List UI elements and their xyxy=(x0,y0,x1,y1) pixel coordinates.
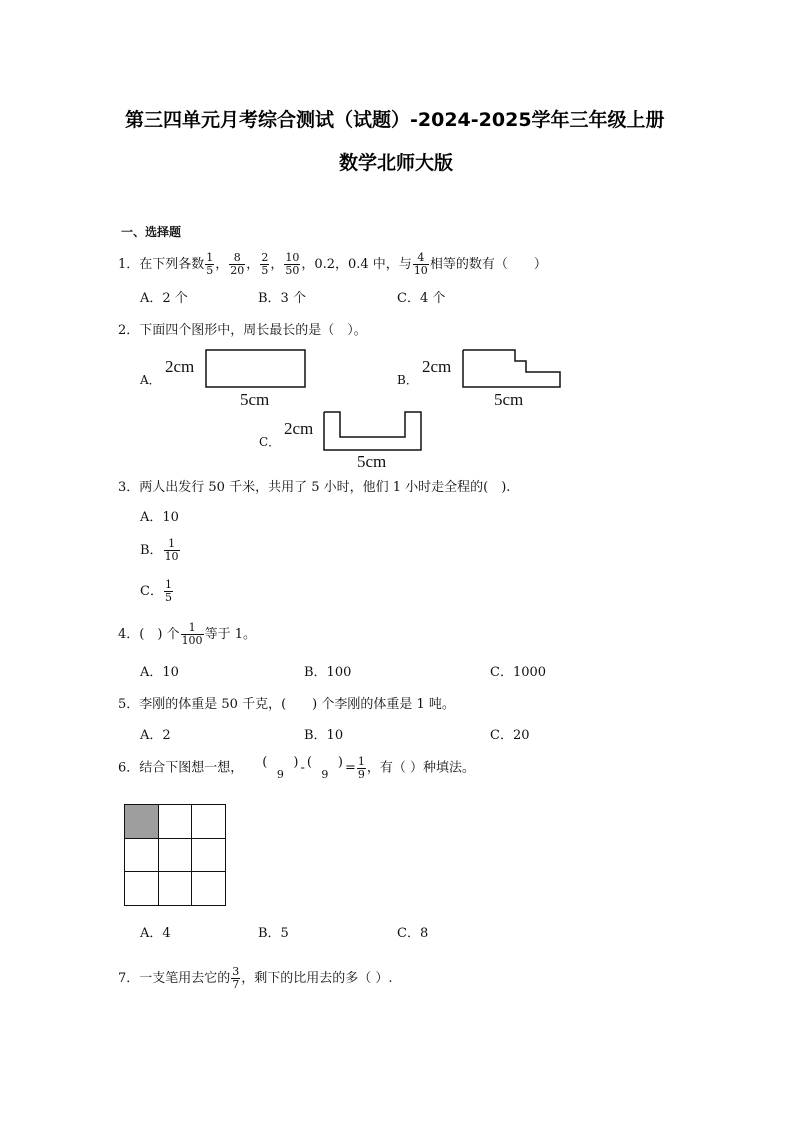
q4-option-c[interactable]: C．1000 xyxy=(490,665,547,680)
q2-fig-a-height-label: 2cm xyxy=(165,357,195,376)
grid-cell xyxy=(191,871,226,906)
q1-option-b[interactable]: B．3 个 xyxy=(258,291,306,306)
q1-sep: ， xyxy=(215,257,229,272)
q7-fraction: $\frac{3}{7}$ xyxy=(232,965,240,991)
q7-suffix: ，剩下的比用去的多（ ）. xyxy=(241,971,393,986)
q6-minus: - xyxy=(300,760,305,776)
q5-option-b[interactable]: B．10 xyxy=(304,728,344,743)
q3-option-b-fraction: $\frac{1}{10}$ xyxy=(164,537,179,563)
section-heading: 一、选择题 xyxy=(121,225,182,239)
q1-option-a[interactable]: A．2 个 xyxy=(140,291,188,306)
q1-decimals: ，0.2，0.4 中，与 xyxy=(301,257,412,272)
q6-result-fraction: $\frac{1}{9}$ xyxy=(357,755,365,781)
question-2: 2．下面四个图形中，周长最长的是（ ）。 xyxy=(118,323,367,338)
q1-sep: ， xyxy=(270,257,284,272)
q3-option-c[interactable] xyxy=(140,579,174,604)
q7-prefix: 7．一支笔用去它的 xyxy=(118,971,231,986)
q1-fraction-4: $\frac{10}{50}$ xyxy=(285,251,300,277)
question-5: 5．李刚的体重是 50 千克，( ) 个李刚的体重是 1 吨。 xyxy=(118,697,455,712)
q2-option-c-letter[interactable]: C． xyxy=(259,435,281,449)
q6-equals: = xyxy=(345,760,356,776)
q4-option-b[interactable]: B．100 xyxy=(304,665,352,680)
q4-option-a[interactable]: A．10 xyxy=(140,665,179,680)
q2-fig-c-height-label: 2cm xyxy=(284,419,314,438)
question-6 xyxy=(118,756,475,781)
question-4 xyxy=(118,622,256,647)
q6-suffix: ，有（ ）种填法。 xyxy=(366,760,476,776)
grid-cell xyxy=(191,804,226,839)
q5-option-a[interactable]: A．2 xyxy=(140,728,171,743)
q2-fig-b-width-label: 5cm xyxy=(494,390,524,409)
q1-target-fraction: $\frac{4}{10}$ xyxy=(413,251,428,277)
q2-fig-c-u-outline xyxy=(324,412,421,450)
q1-fraction-2: $\frac{8}{20}$ xyxy=(230,251,245,277)
q3-option-c-fraction: $\frac{1}{5}$ xyxy=(164,578,172,604)
q3-option-a[interactable]: A．10 xyxy=(140,510,179,525)
q4-fraction: $\frac{1}{100}$ xyxy=(181,621,203,647)
q5-option-c[interactable]: C．20 xyxy=(490,728,530,743)
grid-cell xyxy=(158,804,193,839)
grid-cell-shaded xyxy=(124,804,159,839)
q3-option-c-letter: C． xyxy=(140,584,163,599)
q3-option-b[interactable] xyxy=(140,538,181,563)
q2-option-b-letter[interactable]: B． xyxy=(397,373,418,387)
grid-cell xyxy=(158,871,193,906)
q6-blank-fraction-2: ( ) 9 xyxy=(306,754,343,781)
q2-option-a-letter[interactable]: A． xyxy=(140,373,161,387)
q6-option-b[interactable]: B．5 xyxy=(258,926,289,941)
q1-fraction-3: $\frac{2}{5}$ xyxy=(261,251,269,277)
q4-suffix: 等于 1。 xyxy=(204,627,256,642)
q6-prefix: 6．结合下图想一想， xyxy=(118,760,244,776)
q4-prefix: 4．( ) 个 xyxy=(118,627,180,642)
q2-fig-c-width-label: 5cm xyxy=(357,452,387,471)
page-title-line2: 数学北师大版 xyxy=(339,152,454,174)
q1-option-c[interactable]: C．4 个 xyxy=(397,291,446,306)
q1-prefix: 1．在下列各数 xyxy=(118,257,205,272)
q6-blank-fraction-1: ( ) 9 xyxy=(262,754,299,781)
q3-option-b-letter: B． xyxy=(140,543,163,558)
q6-option-c[interactable]: C．8 xyxy=(397,926,429,941)
grid-cell xyxy=(124,838,159,873)
page-title-line1: 第三四单元月考综合测试（试题）-2024-2025学年三年级上册 xyxy=(125,109,665,131)
grid-cell xyxy=(191,838,226,873)
q1-fraction-1: $\frac{1}{5}$ xyxy=(206,251,214,277)
q2-fig-b-height-label: 2cm xyxy=(422,357,452,376)
grid-cell xyxy=(124,871,159,906)
q1-sep: ， xyxy=(246,257,260,272)
q1-suffix: 相等的数有（ ） xyxy=(429,257,547,272)
q6-option-a[interactable]: A．4 xyxy=(140,926,171,941)
grid-cell xyxy=(158,838,193,873)
question-7 xyxy=(118,966,393,991)
q6-grid-diagram xyxy=(124,804,225,905)
question-3: 3．两人出发行 50 千米，共用了 5 小时，他们 1 小时走全程的( ). xyxy=(118,480,511,495)
q2-fig-a-width-label: 5cm xyxy=(240,390,270,409)
